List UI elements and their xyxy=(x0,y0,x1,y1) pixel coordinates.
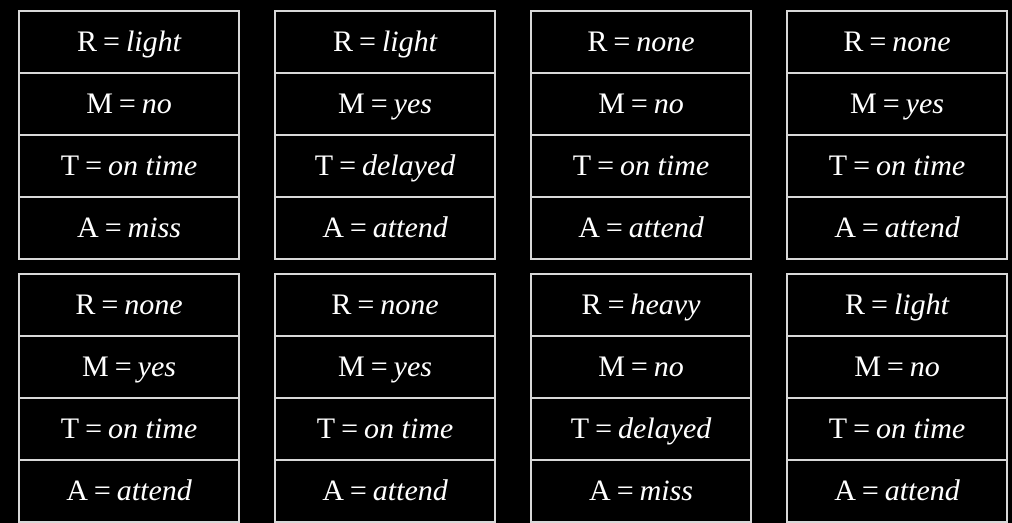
attribute-row xyxy=(276,337,494,399)
attribute-name: T xyxy=(828,149,848,182)
equals-sign: = xyxy=(118,87,136,120)
attribute-name: T xyxy=(316,412,336,445)
attribute-name: R xyxy=(333,25,354,58)
attribute-row xyxy=(20,198,238,258)
attribute-value: yes xyxy=(393,350,432,383)
attribute-row xyxy=(276,275,494,337)
attribute-value: attend xyxy=(372,211,448,244)
attribute-name: M xyxy=(86,87,113,120)
attribute-name: M xyxy=(850,87,877,120)
attribute-name: M xyxy=(82,350,109,383)
equals-sign: = xyxy=(357,288,375,321)
equals-sign: = xyxy=(613,25,631,58)
attribute-row xyxy=(276,399,494,461)
equals-sign: = xyxy=(85,149,103,182)
attribute-row xyxy=(532,74,750,136)
attribute-row xyxy=(788,136,1006,198)
example-card xyxy=(530,273,752,523)
equals-sign: = xyxy=(616,474,634,507)
attribute-name: A xyxy=(66,474,88,507)
equals-sign: = xyxy=(630,87,648,120)
attribute-name: T xyxy=(828,412,848,445)
equals-sign: = xyxy=(359,25,376,58)
attribute-value: on time xyxy=(876,149,966,182)
equals-sign: = xyxy=(114,350,132,383)
equals-sign: = xyxy=(341,412,359,445)
equals-sign: = xyxy=(861,474,879,507)
attribute-value: delayed xyxy=(617,412,712,445)
equals-sign: = xyxy=(103,25,120,58)
equals-sign: = xyxy=(339,149,356,182)
attribute-name: R xyxy=(77,25,98,58)
equals-sign: = xyxy=(861,211,879,244)
attribute-row xyxy=(276,461,494,521)
example-card xyxy=(786,10,1008,260)
attribute-row xyxy=(788,12,1006,74)
equals-sign: = xyxy=(605,211,623,244)
attribute-value: on time xyxy=(364,412,454,445)
equals-sign: = xyxy=(853,412,871,445)
attribute-name: M xyxy=(338,87,365,120)
example-card xyxy=(274,10,496,260)
attribute-value: no xyxy=(141,87,172,120)
attribute-name: R xyxy=(845,288,866,321)
attribute-value: on time xyxy=(876,412,966,445)
equals-sign: = xyxy=(597,149,615,182)
equals-sign: = xyxy=(886,350,904,383)
attribute-row xyxy=(532,12,750,74)
attribute-name: A xyxy=(589,474,611,507)
attribute-value: attend xyxy=(884,474,960,507)
attribute-row xyxy=(276,136,494,198)
example-card xyxy=(18,273,240,523)
attribute-value: no xyxy=(909,350,940,383)
equals-sign: = xyxy=(101,288,119,321)
attribute-value: yes xyxy=(393,87,432,120)
attribute-value: miss xyxy=(639,474,693,507)
attribute-row xyxy=(532,337,750,399)
attribute-value: none xyxy=(124,288,183,321)
attribute-value: none xyxy=(892,25,951,58)
attribute-row xyxy=(276,198,494,258)
equals-sign: = xyxy=(85,412,103,445)
example-card xyxy=(18,10,240,260)
attribute-name: A xyxy=(578,211,600,244)
attribute-row xyxy=(532,198,750,258)
attribute-name: R xyxy=(843,25,864,58)
attribute-name: A xyxy=(322,474,344,507)
example-card xyxy=(274,273,496,523)
equals-sign: = xyxy=(882,87,900,120)
attribute-value: none xyxy=(636,25,695,58)
attribute-row xyxy=(20,74,238,136)
attribute-row xyxy=(532,136,750,198)
attribute-value: light xyxy=(381,25,437,58)
attribute-value: heavy xyxy=(630,288,701,321)
attribute-value: no xyxy=(653,350,684,383)
attribute-row xyxy=(532,461,750,521)
attribute-row xyxy=(20,275,238,337)
attribute-name: T xyxy=(570,412,590,445)
attribute-row xyxy=(788,337,1006,399)
example-card xyxy=(786,273,1008,523)
attribute-name: T xyxy=(60,412,80,445)
attribute-row xyxy=(788,461,1006,521)
attribute-name: R xyxy=(581,288,602,321)
attribute-value: no xyxy=(653,87,684,120)
example-card xyxy=(530,10,752,260)
attribute-value: delayed xyxy=(361,149,456,182)
equals-sign: = xyxy=(871,288,888,321)
attribute-row xyxy=(788,399,1006,461)
attribute-name: R xyxy=(331,288,352,321)
attribute-value: on time xyxy=(108,412,198,445)
attribute-row xyxy=(20,12,238,74)
attribute-value: yes xyxy=(137,350,176,383)
attribute-row xyxy=(20,136,238,198)
attribute-value: attend xyxy=(372,474,448,507)
attribute-row xyxy=(532,275,750,337)
attribute-row xyxy=(788,198,1006,258)
attribute-row xyxy=(788,74,1006,136)
equals-sign: = xyxy=(104,211,122,244)
equals-sign: = xyxy=(869,25,887,58)
attribute-row xyxy=(532,399,750,461)
attribute-row xyxy=(20,461,238,521)
attribute-name: M xyxy=(598,350,625,383)
attribute-name: M xyxy=(338,350,365,383)
attribute-name: A xyxy=(834,474,856,507)
attribute-row xyxy=(788,275,1006,337)
attribute-name: M xyxy=(598,87,625,120)
attribute-row xyxy=(276,12,494,74)
attribute-value: miss xyxy=(127,211,181,244)
attribute-value: attend xyxy=(628,211,704,244)
attribute-row xyxy=(276,74,494,136)
attribute-name: A xyxy=(322,211,344,244)
attribute-value: on time xyxy=(620,149,710,182)
attribute-name: R xyxy=(75,288,96,321)
attribute-name: T xyxy=(314,149,334,182)
attribute-value: attend xyxy=(884,211,960,244)
equals-sign: = xyxy=(595,412,612,445)
attribute-name: T xyxy=(60,149,80,182)
equals-sign: = xyxy=(853,149,871,182)
equals-sign: = xyxy=(630,350,648,383)
attribute-value: on time xyxy=(108,149,198,182)
attribute-name: A xyxy=(77,211,99,244)
equals-sign: = xyxy=(349,474,367,507)
equals-sign: = xyxy=(349,211,367,244)
equals-sign: = xyxy=(370,87,388,120)
attribute-value: yes xyxy=(905,87,944,120)
attribute-value: attend xyxy=(116,474,192,507)
equals-sign: = xyxy=(607,288,625,321)
attribute-name: M xyxy=(854,350,881,383)
attribute-name: A xyxy=(834,211,856,244)
attribute-value: light xyxy=(893,288,949,321)
attribute-name: R xyxy=(587,25,608,58)
equals-sign: = xyxy=(93,474,111,507)
attribute-row xyxy=(20,337,238,399)
equals-sign: = xyxy=(370,350,388,383)
attribute-value: none xyxy=(380,288,439,321)
attribute-row xyxy=(20,399,238,461)
attribute-value: light xyxy=(125,25,181,58)
attribute-name: T xyxy=(572,149,592,182)
